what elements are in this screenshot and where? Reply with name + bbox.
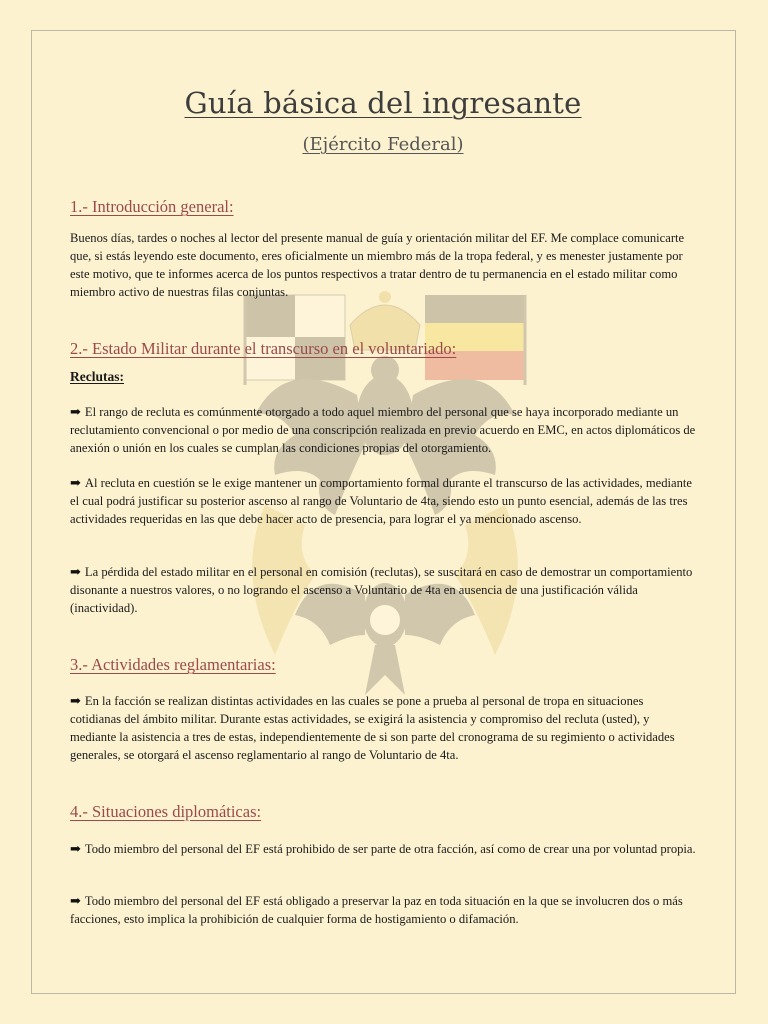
paragraph-introduccion: Buenos días, tardes o noches al lector del presente manual de guía y orientación militar del EF. Me complace comunicarte que, si estás leyendo este documento, eres oficialmente un miembro más de la tropa federal, y es menester justamente por este motivo, que te informes acerca de los puntos respectivos a tratar dentro de tu permanencia en el estado militar como miembro activo de nuestras filas conjuntas. (70, 231, 685, 299)
section-heading-introduccion: 1.- Introducción general: (70, 197, 234, 216)
section-heading-diplomaticas: 4.- Situaciones diplomáticas: (70, 802, 262, 821)
bullet-paragraph (70, 403, 696, 457)
subheading-reclutas: Reclutas: (70, 369, 124, 384)
bullet-text: El rango de recluta es comúnmente otorgado a todo aquel miembro del personal que se haya incorporado mediante un reclutamiento convencional o por medio de una conscripción realizada en previo acuerdo en EMC, en actos diplomáticos de anexión o unión en los cuales se cumplan las condiciones propias del otorgamiento. (70, 405, 696, 455)
bullet-text: Todo miembro del personal del EF está obligado a preservar la paz en toda situación en la que se involucren dos o más facciones, esto implica la prohibición de cualquier forma de hostigamiento o difamación. (70, 894, 683, 926)
bullet-text: Todo miembro del personal del EF está prohibido de ser parte de otra facción, así como de crear una por voluntad propia. (84, 842, 696, 856)
bullet-paragraph (70, 474, 696, 528)
right-arrow-icon: ➡ (70, 564, 81, 579)
right-arrow-icon: ➡ (70, 841, 81, 856)
right-arrow-icon: ➡ (70, 475, 81, 490)
bullet-paragraph (70, 892, 696, 928)
bullet-text: La pérdida del estado militar en el personal en comisión (reclutas), se suscitará en caso de demostrar un comportamiento disonante a nuestros valores, o no logrando el ascenso a Voluntario de 4ta en ausencia de una justificación válida (inactividad). (70, 565, 693, 615)
right-arrow-icon: ➡ (70, 693, 81, 708)
bullet-paragraph (70, 840, 696, 858)
bullet-text: En la facción se realizan distintas actividades en las cuales se pone a prueba al personal de tropa en situaciones cotidianas del ámbito militar. Durante estas actividades, se exigirá la asistencia y compromiso del recluta (usted), y mediante la asistencia a tres de estas, independientemente de si son parte del cronograma de su regimiento o actividades generales, se otorgará el ascenso reglamentario al rango de Voluntario de 4ta. (70, 694, 675, 762)
right-arrow-icon: ➡ (70, 893, 81, 908)
document-subtitle: (Ejército Federal) (302, 134, 464, 155)
right-arrow-icon: ➡ (70, 404, 81, 419)
bullet-text: Al recluta en cuestión se le exige mantener un comportamiento formal durante el transcurso de las actividades, mediante el cual podrá justificar su posterior ascenso al rango de Voluntario de 4ta, siendo esto un punto esencial, además de las tres actividades requeridas en las que debe hacer acto de presencia, para lograr el ya mencionado ascenso. (70, 476, 692, 526)
section-heading-actividades: 3.- Actividades reglamentarias: (70, 655, 276, 674)
bullet-paragraph (70, 563, 696, 617)
section-heading-estado-militar: 2.- Estado Militar durante el transcurso en el voluntariado: (70, 339, 457, 358)
bullet-paragraph (70, 692, 696, 764)
document-title: Guía básica del ingresante (184, 86, 582, 120)
